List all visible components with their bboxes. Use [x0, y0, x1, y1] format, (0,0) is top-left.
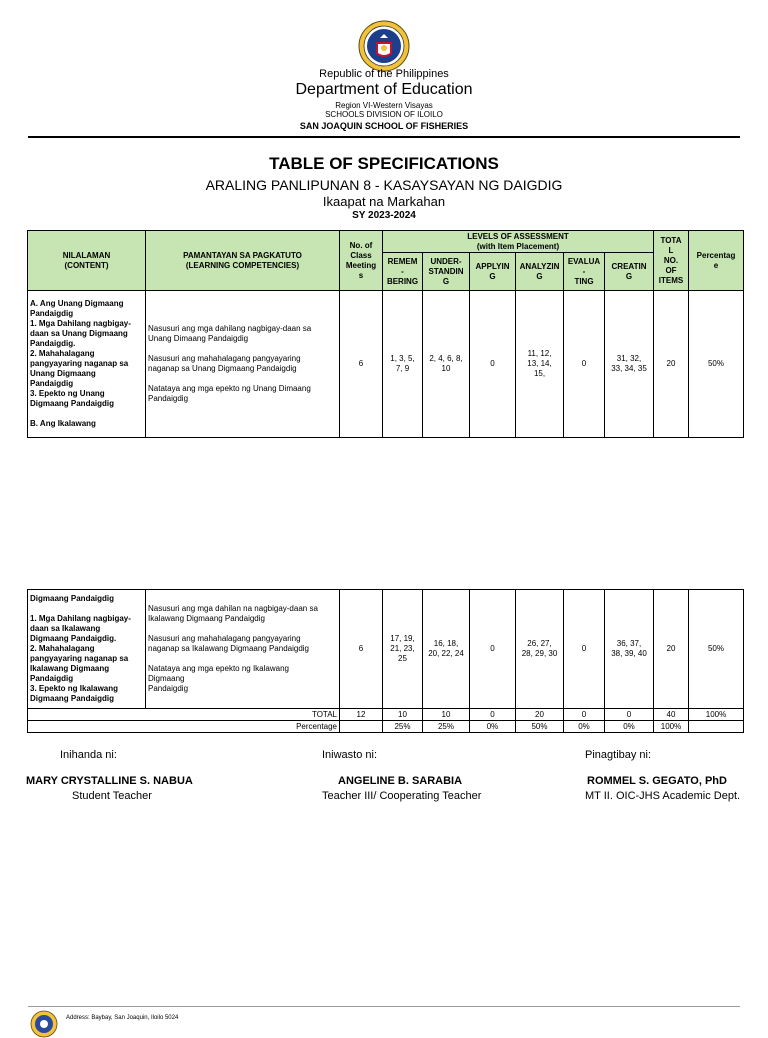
total-evaluating: 0	[564, 709, 605, 721]
header-levels: LEVELS OF ASSESSMENT (with Item Placement)	[383, 231, 654, 253]
percentage-label: Percentage	[28, 721, 340, 733]
prepared-by-label: Inihanda ni:	[60, 749, 117, 761]
competency-cell: Nasusuri ang mga dahilang nagbigay-daan sa Unang Dimaang Pandaigdig Nasusuri ang mahahalagang pangyayaring naganap sa Unang Digmaang Pandaigdig Natataya ang mga epekto ng Unang Dimaang Pandaigdig	[146, 291, 340, 438]
header-applying: APPLYIN G	[470, 253, 516, 291]
header-understanding: UNDER- STANDIN G	[423, 253, 470, 291]
total-analyzing: 20	[516, 709, 564, 721]
republic-line: Republic of the Philippines	[319, 68, 449, 80]
table-row	[28, 590, 744, 709]
school-year: SY 2023-2024	[352, 210, 416, 221]
creating-cell: 36, 37, 38, 39, 40	[605, 590, 654, 709]
footer-divider	[28, 1006, 740, 1007]
percentage-creating: 0%	[605, 721, 654, 733]
percentage-analyzing: 50%	[516, 721, 564, 733]
total-creating: 0	[605, 709, 654, 721]
understanding-cell: 2, 4, 6, 8, 10	[423, 291, 470, 438]
percentage-applying: 0%	[470, 721, 516, 733]
percentage-cell: 50%	[689, 590, 744, 709]
total-label: TOTAL	[28, 709, 340, 721]
total-items-cell: 20	[654, 291, 689, 438]
approved-by-label: Pinagtibay ni:	[585, 749, 652, 761]
school-name: SAN JOAQUIN SCHOOL OF FISHERIES	[299, 121, 469, 131]
tos-table-part1	[27, 230, 744, 438]
percentage-blank	[689, 721, 744, 733]
percentage-evaluating: 0%	[564, 721, 605, 733]
percentage-cell: 50%	[689, 291, 744, 438]
analyzing-cell: 26, 27, 28, 29, 30	[516, 590, 564, 709]
header-meetings: No. of Class Meeting s	[340, 231, 383, 291]
header-total-items: TOTA L NO. OF ITEMS	[654, 231, 689, 291]
competency-cell: Nasusuri ang mga dahilan na nagbigay-daan sa Ikalawang Digmaang Pandaigdig Nasusuri ang mahahalagang pangyayaring naganap sa Ikalawang Digmaang Pandaigdig Natataya ang mga epekto ng Ikalawang Digmaang Pandaigdig	[146, 590, 340, 709]
total-items-cell: 20	[654, 590, 689, 709]
header-percentage: Percentag e	[689, 231, 744, 291]
department-name: Department of Education	[295, 81, 473, 98]
analyzing-cell: 11, 12, 13, 14, 15,	[516, 291, 564, 438]
checked-by-label: Iniwasto ni:	[322, 749, 378, 761]
approved-by-name: ROMMEL S. GEGATO, PhD	[587, 775, 727, 787]
total-understanding: 10	[423, 709, 470, 721]
percentage-row	[28, 721, 744, 733]
header-analyzing: ANALYZIN G	[516, 253, 564, 291]
remembering-cell: 1, 3, 5, 7, 9	[383, 291, 423, 438]
subject-line: ARALING PANLIPUNAN 8 - KASAYSAYAN NG DAIGDIG	[205, 177, 563, 193]
content-cell: A. Ang Unang Digmaang Pandaigdig 1. Mga Dahilang nagbigay- daan sa Unang Digmaang Pandaigdig. 2. Mahahalagang pangyayaring naganap sa Unang Digmaang Pandaigdig 3. Epekto ng Unang Digmaang Pandaigdig B. Ang Ikalawang	[28, 291, 146, 438]
applying-cell: 0	[470, 291, 516, 438]
approved-by-title: MT II. OIC-JHS Academic Dept.	[585, 790, 741, 802]
document-title: TABLE OF SPECIFICATIONS	[269, 154, 499, 173]
checked-by-title: Teacher III/ Cooperating Teacher	[322, 790, 482, 802]
understanding-cell: 16, 18, 20, 22, 24	[423, 590, 470, 709]
table-row	[28, 291, 744, 438]
prepared-by-name: MARY CRYSTALLINE S. NABUA	[26, 775, 193, 787]
total-remembering: 10	[383, 709, 423, 721]
meetings-cell: 6	[340, 291, 383, 438]
remembering-cell: 17, 19, 21, 23, 25	[383, 590, 423, 709]
deped-seal-icon	[358, 20, 410, 72]
meetings-cell: 6	[340, 590, 383, 709]
total-percentage: 100%	[689, 709, 744, 721]
creating-cell: 31, 32, 33, 34, 35	[605, 291, 654, 438]
total-items: 40	[654, 709, 689, 721]
header-creating: CREATIN G	[605, 253, 654, 291]
percentage-remembering: 25%	[383, 721, 423, 733]
region-line: Region VI-Western Visayas	[335, 101, 433, 110]
percentage-total: 100%	[654, 721, 689, 733]
quarter-line: Ikaapat na Markahan	[322, 194, 446, 209]
evaluating-cell: 0	[564, 291, 605, 438]
checked-by-name: ANGELINE B. SARABIA	[338, 775, 463, 787]
header-content: NILALAMAN (CONTENT)	[28, 231, 146, 291]
division-line: SCHOOLS DIVISION OF ILOILO	[325, 110, 443, 119]
total-row	[28, 709, 744, 721]
prepared-by-title: Student Teacher	[72, 790, 152, 802]
content-cell: Digmaang Pandaigdig 1. Mga Dahilang nagbigay- daan sa Ikalawang Digmaang Pandaigdig. 2. Mahahalagang pangyayaring naganap sa Ikalawang Digmaang Pandaigdig 3. Epekto ng Ikalawang Digmaang Pandaigdig	[28, 590, 146, 709]
footer-address: Address: Baybay, San Joaquin, Iloilo 5024	[66, 1015, 179, 1021]
applying-cell: 0	[470, 590, 516, 709]
header-competency: PAMANTAYAN SA PAGKATUTO (LEARNING COMPETENCIES)	[146, 231, 340, 291]
percentage-meetings	[340, 721, 383, 733]
total-applying: 0	[470, 709, 516, 721]
school-logo-icon	[30, 1010, 58, 1038]
evaluating-cell: 0	[564, 590, 605, 709]
header-evaluating: EVALUA - TING	[564, 253, 605, 291]
tos-table-part2	[27, 589, 744, 733]
header-divider	[28, 136, 740, 138]
header-remembering: REMEM - BERING	[383, 253, 423, 291]
total-meetings: 12	[340, 709, 383, 721]
percentage-understanding: 25%	[423, 721, 470, 733]
